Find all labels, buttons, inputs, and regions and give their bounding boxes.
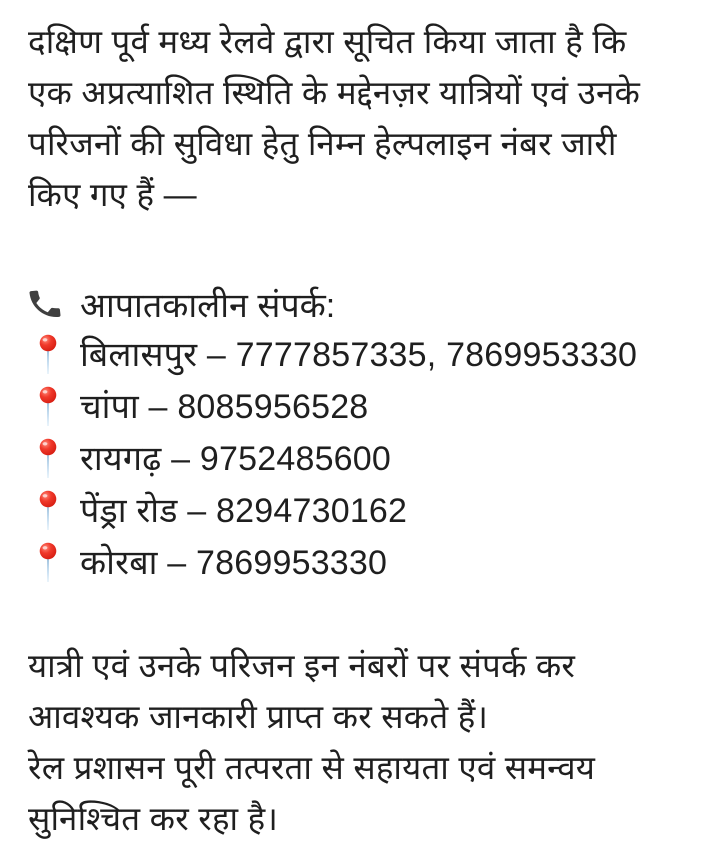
emergency-contact-heading [26, 278, 680, 330]
round-pushpin-icon [38, 386, 58, 430]
intro-line: एक अप्रत्याशित स्थिति के मद्देनज़र यात्रियों एवं उनके [28, 74, 641, 111]
emergency-heading-label: आपातकालीन संपर्क: [80, 287, 336, 325]
intro-line: दक्षिण पूर्व मध्य रेलवे द्वारा सूचित किया जाता है कि [28, 23, 627, 60]
closing-line: आवश्यक जानकारी प्राप्त कर सकते हैं। [28, 698, 489, 735]
contact-text: पेंड्रा रोड – 8294730162 [80, 492, 408, 530]
intro-paragraph [28, 16, 680, 220]
contact-text: बिलासपुर – 7777857335, 7869953330 [80, 336, 638, 374]
intro-line: परिजनों की सुविधा हेतु निम्न हेल्पलाइन नंबर जारी [28, 125, 617, 162]
round-pushpin-icon [38, 490, 58, 534]
contact-item-pendra-road [28, 488, 680, 540]
closing-line: सुनिश्चित कर रहा है। [28, 800, 279, 837]
round-pushpin-icon [38, 334, 58, 378]
contact-item-champa [28, 384, 680, 436]
closing-line: रेल प्रशासन पूरी तत्परता से सहायता एवं समन्वय [28, 749, 596, 786]
contact-item-raigarh [28, 436, 680, 488]
contact-text: चांपा – 8085956528 [80, 388, 369, 426]
contact-item-bilaspur [28, 332, 680, 384]
contact-text: कोरबा – 7869953330 [80, 544, 388, 582]
helpline-contact-list [28, 332, 680, 592]
closing-line: यात्री एवं उनके परिजन इन नंबरों पर संपर्क कर [28, 647, 576, 684]
round-pushpin-icon [38, 438, 58, 482]
intro-line: किए गए हैं — [28, 176, 197, 213]
contact-item-korba [28, 540, 680, 592]
contact-text: रायगढ़ – 9752485600 [80, 440, 392, 478]
round-pushpin-icon [38, 542, 58, 586]
closing-paragraph [28, 640, 680, 844]
phone-receiver-icon [24, 283, 66, 325]
